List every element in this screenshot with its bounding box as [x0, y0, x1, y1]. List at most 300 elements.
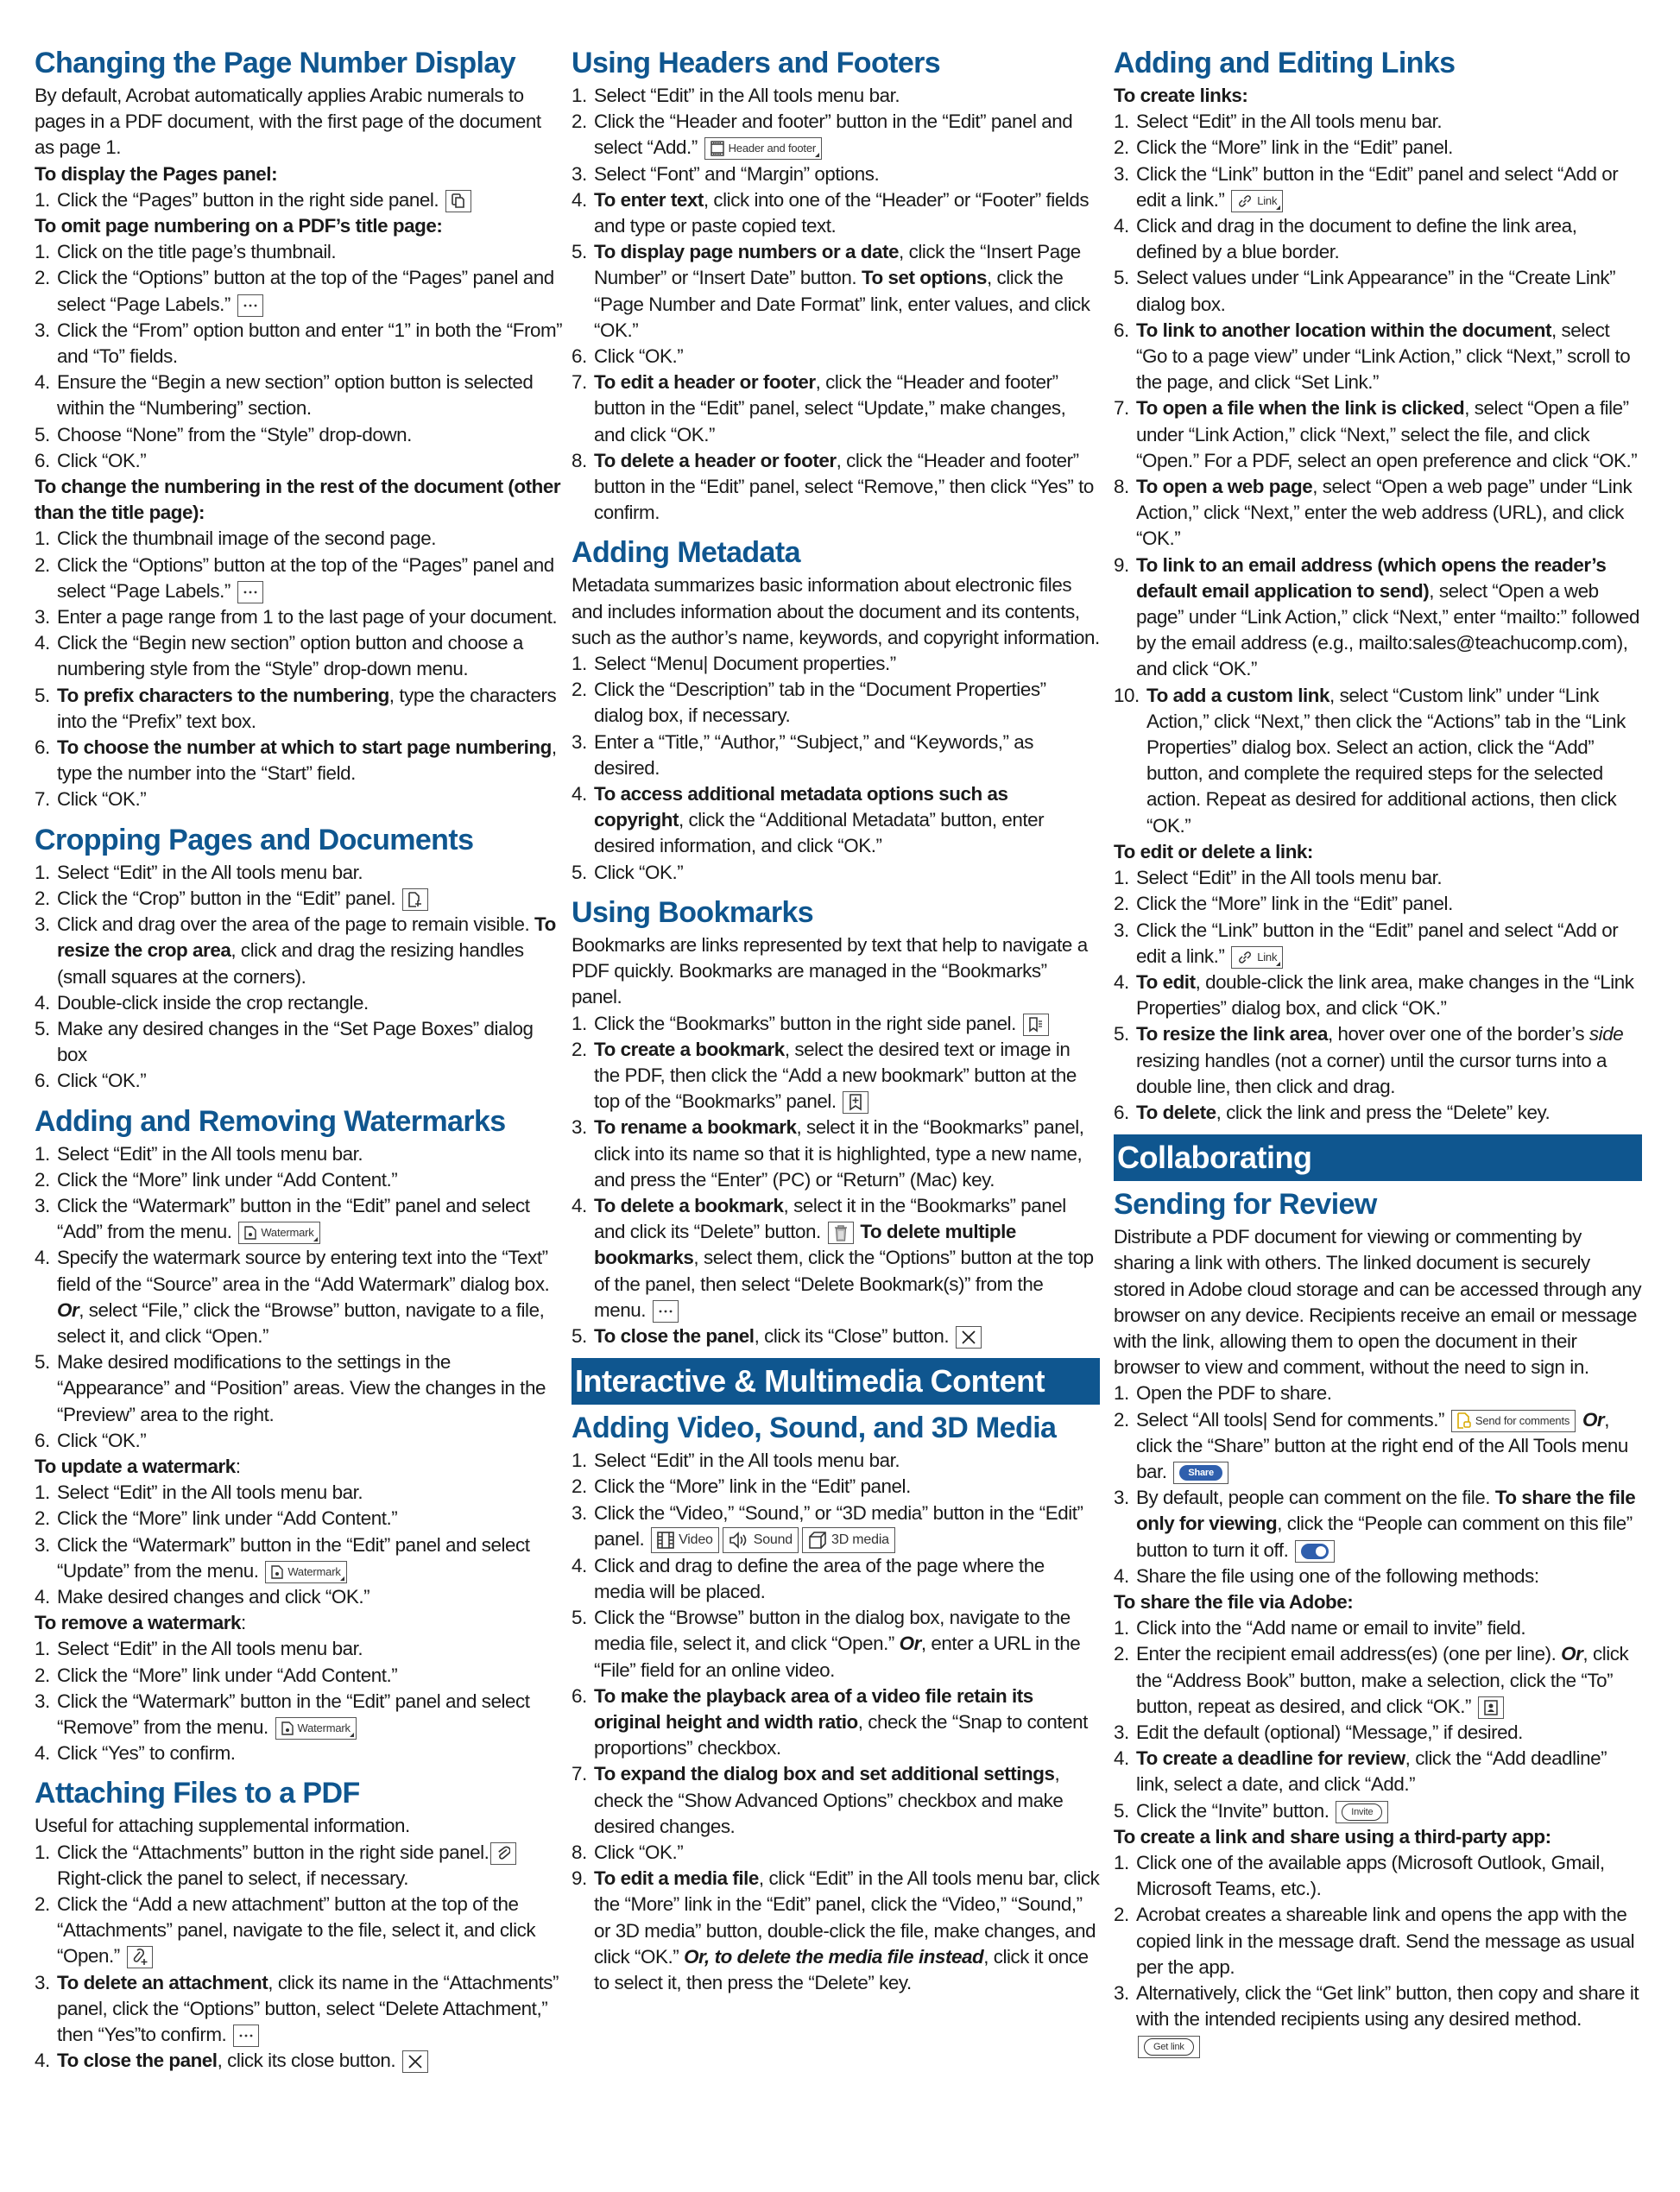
step-text: Enter the recipient email address(es) (one per line). Or, click the “Address Book” button, make a selection, click the “To” button, repeat as desired, and click “OK.” [1136, 1641, 1642, 1720]
add-bookmark-icon [843, 1091, 868, 1114]
bookmarks-icon [1023, 1014, 1049, 1036]
step-item [572, 781, 1100, 860]
step-item [35, 1141, 563, 1167]
step-item [572, 1448, 1100, 1474]
step-number: 6. [35, 449, 50, 471]
step-text: Share the file using one of the following methods: [1136, 1564, 1539, 1587]
step-text: Click the “Attachments” button in the right side panel. Right-click the panel to select, if necessary. [57, 1840, 563, 1892]
step-text: Enter a page range from 1 to the last page of your document. [57, 606, 558, 629]
step-item [572, 1605, 1100, 1683]
link-button-label: Link [1257, 950, 1278, 963]
step-number: 3. [35, 1194, 50, 1216]
subheading: To omit page numbering on a PDF’s title page: [35, 215, 443, 237]
step-number: 2. [572, 111, 587, 133]
section-heading: Using Bookmarks [572, 895, 814, 929]
step-item [572, 730, 1100, 781]
paragraph: By default, Acrobat automatically applies Arabic numerals to pages in a PDF document, with the first page of the document as page 1. [35, 85, 541, 159]
step-item [572, 239, 1100, 344]
step-item [35, 1480, 563, 1506]
step-item [1114, 970, 1642, 1021]
get-link-button [1138, 2036, 1200, 2058]
step-number: 3. [35, 1533, 50, 1556]
step-text: Click the “Watermark” button in the “Edit” panel and select “Update” from the menu. Watermark [57, 1532, 563, 1584]
send-for-comments-button [1451, 1410, 1576, 1432]
step-item [35, 1167, 563, 1193]
video-button-label: Video [679, 1532, 713, 1547]
step-number: 5. [35, 423, 50, 445]
invite-button [1336, 1801, 1388, 1823]
step-item [1114, 1380, 1642, 1406]
header-footer-button-label: Header and footer [728, 142, 817, 155]
step-number: 5. [35, 1351, 50, 1374]
add-attachment-icon [127, 1946, 153, 1968]
step-item [35, 1636, 563, 1662]
step-text: Select “All tools| Send for comments.” Send for comments Or, click the “Share” button at the right end of the All Tools menu bar. Share [1136, 1407, 1642, 1486]
step-number: 1. [572, 85, 587, 106]
address-book-icon [1478, 1696, 1504, 1719]
step-item [35, 1245, 563, 1349]
watermark-button [238, 1222, 319, 1244]
step-number: 4. [35, 1247, 50, 1269]
step-number: 3. [35, 913, 50, 936]
step-number: 4. [35, 2050, 50, 2072]
step-item [572, 1115, 1100, 1193]
step-text: To link to an email address (which opens the reader’s default email application to send), select “Open a web page” under “Link Action,” click “Next,” enter “mailto:” followed by the email address (e.g., mailto:sales@teachucomp.com), and click “OK.” [1136, 553, 1640, 680]
step-item [35, 886, 563, 912]
step-item [572, 161, 1100, 187]
step-text: By default, people can comment on the file. To share the file only for viewing, click the “People can comment on this file” button to turn it off. [1136, 1485, 1642, 1563]
step-text: Click “OK.” [594, 345, 684, 368]
step-item [572, 1500, 1100, 1553]
step-text: Click the “More” link in the “Edit” panel. [594, 1475, 911, 1498]
step-number: 1. [1114, 1617, 1129, 1639]
step-item [1114, 1407, 1642, 1486]
more-options-icon [237, 581, 263, 603]
section-heading: Adding Video, Sound, and 3D Media [572, 1412, 1057, 1445]
more-options-icon [237, 294, 263, 317]
step-number: 3. [1114, 919, 1129, 941]
step-text: Enter a “Title,” “Author,” “Subject,” and “Keywords,” as desired. [594, 730, 1034, 779]
step-item [35, 448, 563, 474]
step-item [35, 683, 563, 735]
step-text: Click “OK.” [594, 1841, 684, 1864]
step-text: Click “OK.” [594, 861, 684, 883]
step-item [35, 1663, 563, 1689]
step-text: To rename a bookmark, select it in the “Bookmarks” panel, click into its name so that it is highlighted, type a new name, and press the “Enter” (PC) or “Return” (Mac) key. [594, 1116, 1084, 1191]
step-number: 3. [1114, 1982, 1129, 2005]
step-item [572, 1011, 1100, 1037]
step-item [1114, 161, 1642, 213]
step-number: 1. [1114, 1852, 1129, 1873]
watermark-button [275, 1717, 357, 1740]
3d-media-button-label: 3D media [831, 1532, 889, 1547]
step-number: 3. [35, 319, 50, 341]
step-text: Click the “More” link in the “Edit” panel. [1136, 136, 1453, 159]
step-number: 4. [1114, 970, 1129, 993]
step-text: To resize the link area, hover over one of the border’s side resizing handles (not a corner) until the cursor turns into a double line, then click and drag. [1136, 1023, 1624, 1097]
step-number: 3. [35, 1690, 50, 1712]
pages-icon [445, 190, 471, 212]
step-item [35, 1840, 563, 1892]
step-item [1114, 1100, 1642, 1126]
step-item [1114, 1021, 1642, 1100]
step-item [35, 422, 563, 448]
step-item [1114, 135, 1642, 161]
step-item [35, 318, 563, 370]
watermark-button [265, 1561, 346, 1583]
step-text: Click the “More” link in the “Edit” panel. [1136, 893, 1453, 915]
step-item [572, 187, 1100, 239]
step-number: 5. [572, 1607, 587, 1629]
step-number: 4. [1114, 215, 1129, 237]
step-item [35, 1506, 563, 1532]
step-item [1114, 109, 1642, 135]
link-button-label: Link [1257, 193, 1278, 207]
step-text: Click the “Link” button in the “Edit” panel and select “Add or edit a link.” Link [1136, 918, 1642, 970]
step-item [35, 1584, 563, 1610]
step-item [1114, 1746, 1642, 1797]
subheading: To display the Pages panel: [35, 162, 278, 185]
step-text: Click the “Invite” button. Invite [1136, 1798, 1642, 1824]
step-text: Click the “Add a new attachment” button at the top of the “Attachments” panel, navigate to the file, select it, and click “Open.” [57, 1892, 563, 1970]
subheading: To edit or delete a link: [1114, 840, 1313, 862]
step-text: To add a custom link, select “Custom link” under “Link Action,” click “Next,” then click the “Actions” tab in the “Link Properties” dialog box. Select an action, click the “Add” button, and complete the required steps for the selected action. Repeat as desired for additional actions, then click “OK.” [1146, 684, 1626, 837]
step-text: Click the “Link” button in the “Edit” panel and select “Add or edit a link.” Link [1136, 161, 1642, 213]
step-number: 6. [35, 1429, 50, 1451]
step-item [1114, 1798, 1642, 1824]
step-number: 1. [35, 861, 50, 883]
column-left [35, 45, 563, 2074]
step-item [35, 553, 563, 604]
step-item [1114, 1902, 1642, 1980]
paragraph: Useful for attaching supplemental information. [35, 1815, 410, 1837]
step-item [572, 448, 1100, 527]
step-item [1114, 1980, 1642, 2059]
step-number: 4. [572, 1194, 587, 1216]
step-number: 3. [572, 730, 587, 753]
section-heading: Adding Metadata [572, 536, 800, 570]
step-item [35, 735, 563, 786]
step-text: Select “Font” and “Margin” options. [594, 162, 880, 185]
step-item [572, 677, 1100, 729]
step-number: 2. [572, 1038, 587, 1060]
step-number: 2. [35, 887, 50, 909]
step-item [35, 265, 563, 317]
more-options-icon [233, 2025, 259, 2047]
step-item [572, 109, 1100, 161]
step-item [1114, 891, 1642, 917]
step-text: Make desired changes and click “OK.” [57, 1585, 370, 1608]
step-text: Click one of the available apps (Microsoft Outlook, Gmail, Microsoft Teams, etc.). [1136, 1852, 1605, 1900]
step-number: 5. [1114, 267, 1129, 289]
paragraph: Metadata summarizes basic information about electronic files and includes information about the document and its contents, such as the author’s name, keywords, and copyright information. [572, 574, 1100, 648]
step-item [35, 912, 563, 990]
step-number: 6. [35, 1070, 50, 1092]
subheading: To create links: [1114, 85, 1248, 106]
step-number: 3. [35, 1971, 50, 1993]
step-text: Open the PDF to share. [1136, 1382, 1332, 1405]
step-text: Select “Edit” in the All tools menu bar. [57, 1142, 363, 1165]
step-text: Click the “Options” button at the top of the “Pages” panel and select “Page Labels.” [57, 265, 563, 317]
step-text: Click “OK.” [57, 449, 147, 471]
step-number: 5. [572, 861, 587, 883]
step-number: 2. [35, 1507, 50, 1530]
step-number: 8. [572, 449, 587, 471]
step-item [572, 860, 1100, 886]
step-number: 2. [35, 267, 50, 289]
step-text: Click the “Watermark” button in the “Edit” panel and select “Add” from the menu. Watermark [57, 1193, 563, 1245]
step-number: 4. [35, 1585, 50, 1608]
step-number: 3. [572, 162, 587, 185]
step-item [572, 1037, 1100, 1115]
watermark-button-label: Watermark [261, 1226, 314, 1240]
step-text: Ensure the “Begin a new section” option button is selected within the “Numbering” section. [57, 371, 534, 420]
section-heading: Sending for Review [1114, 1188, 1377, 1222]
step-item [1114, 1641, 1642, 1720]
step-number: 3. [572, 1501, 587, 1524]
step-item [572, 651, 1100, 677]
step-text: To expand the dialog box and set additional settings, check the “Show Advanced Options” checkbox and make desired changes. [594, 1763, 1064, 1837]
step-text: Click the “Description” tab in the “Document Properties” dialog box, if necessary. [594, 679, 1046, 727]
step-number: 4. [1114, 1564, 1129, 1587]
step-item [1114, 1720, 1642, 1746]
step-number: 2. [572, 1475, 587, 1498]
paragraph: Bookmarks are links represented by text that help to navigate a PDF quickly. Bookmarks are managed in the “Bookmarks” panel. [572, 933, 1088, 1008]
step-item [35, 1740, 563, 1766]
step-number: 6. [572, 1684, 587, 1707]
step-number: 1. [1114, 867, 1129, 889]
step-number: 1. [1114, 1382, 1129, 1405]
step-number: 6. [35, 736, 50, 759]
step-number: 1. [35, 241, 50, 263]
sound-button [723, 1527, 799, 1553]
step-text: Edit the default (optional) “Message,” if desired. [1136, 1721, 1523, 1743]
step-text: Select “Edit” in the All tools menu bar. [57, 1638, 363, 1660]
step-number: 5. [35, 1017, 50, 1039]
step-number: 1. [572, 653, 587, 675]
section-heading: Cropping Pages and Documents [35, 823, 474, 856]
step-item [1114, 395, 1642, 474]
step-number: 1. [35, 1638, 50, 1660]
step-item [572, 370, 1100, 448]
step-number: 4. [35, 632, 50, 654]
section-heading: Attaching Files to a PDF [35, 1777, 360, 1810]
link-button [1231, 946, 1283, 969]
step-text: Click the “Header and footer” button in the “Edit” panel and select “Add.” Header and footer [594, 109, 1100, 161]
step-number: 5. [572, 1324, 587, 1347]
step-number: 5. [1114, 1023, 1129, 1045]
step-number: 1. [35, 1142, 50, 1165]
step-text: Select “Edit” in the All tools menu bar. [57, 1481, 363, 1504]
header-footer-button [704, 137, 822, 160]
step-item [1114, 553, 1642, 683]
section-heading: Using Headers and Footers [572, 47, 941, 79]
step-number: 2. [35, 1168, 50, 1191]
step-number: 4. [1114, 1747, 1129, 1770]
step-item [35, 786, 563, 812]
step-number: 7. [1114, 397, 1129, 420]
step-number: 7. [572, 371, 587, 394]
subheading: To remove a watermark: [35, 1612, 246, 1634]
step-text: Click the “Browse” button in the dialog box, navigate to the media file, select it, and click “Open.” Or, enter a URL in the “File” field for an online video. [594, 1607, 1081, 1681]
step-item [1114, 265, 1642, 317]
step-text: Make any desired changes in the “Set Page Boxes” dialog box [57, 1017, 534, 1066]
step-item [35, 1193, 563, 1245]
step-number: 5. [1114, 1799, 1129, 1822]
step-item [1114, 318, 1642, 396]
3d-media-button [802, 1527, 895, 1553]
step-text: To create a bookmark, select the desired text or image in the PDF, then click the “Add a new bookmark” button at the top of the “Bookmarks” panel. [594, 1037, 1100, 1115]
step-text: Click into the “Add name or email to invite” field. [1136, 1617, 1526, 1639]
step-number: 5. [35, 684, 50, 706]
step-text: Click the “From” option button and enter “1” in both the “From” and “To” fields. [57, 319, 563, 368]
step-text: To close the panel, click its “Close” button. [594, 1323, 1100, 1349]
step-text: To close the panel, click its close button. [57, 2048, 563, 2074]
category-banner: Interactive & Multimedia Content [572, 1358, 1100, 1405]
share-button [1173, 1462, 1228, 1484]
attachment-icon [490, 1842, 516, 1865]
step-number: 4. [35, 991, 50, 1014]
step-text: Click “OK.” [57, 1070, 147, 1092]
step-text: Click the “More” link under “Add Content.” [57, 1168, 398, 1191]
step-text: Click the “Crop” button in the “Edit” panel. [57, 886, 563, 912]
step-text: To edit a media file, click “Edit” in the All tools menu bar, click the “More” link in the “Edit” panel, click the “Video,” “Sound,” or 3D media” button, double-click the file, make changes, and click “OK.” Or, to delete the media file instead, click it once to select it, then press the “Delete” key. [594, 1867, 1100, 1994]
step-text: Click the “Options” button at the top of the “Pages” panel and select “Page Labels.” [57, 553, 563, 604]
step-text: To link to another location within the document, select “Go to a page view” under “Link Action,” click “Next,” scroll to the page, and click “Set Link.” [1136, 319, 1631, 394]
step-item [1114, 865, 1642, 891]
step-number: 7. [572, 1763, 587, 1785]
step-item [572, 1474, 1100, 1500]
step-number: 3. [572, 1116, 587, 1139]
step-number: 2. [572, 679, 587, 701]
step-number: 4. [35, 1742, 50, 1765]
step-text: Select values under “Link Appearance” in the “Create Link” dialog box. [1136, 267, 1616, 315]
subheading: To share the file via Adobe: [1114, 1590, 1354, 1613]
share-button-label: Share [1179, 1465, 1222, 1481]
step-item [35, 370, 563, 421]
step-item [572, 344, 1100, 370]
step-text: To choose the number at which to start page numbering, type the number into the “Start” field. [57, 736, 557, 785]
step-number: 2. [35, 553, 50, 576]
category-banner: Collaborating [1114, 1134, 1642, 1181]
step-number: 4. [35, 371, 50, 394]
step-item [572, 1866, 1100, 1996]
step-text: Click “OK.” [57, 1429, 147, 1451]
step-text: To access additional metadata options such as copyright, click the “Additional Metadata” button, enter desired information, and click “OK.” [594, 783, 1045, 857]
step-item [35, 1970, 563, 2049]
step-item [35, 187, 563, 213]
step-item [572, 1761, 1100, 1840]
step-number: 6. [1114, 1101, 1129, 1123]
step-text: To delete a header or footer, click the “Header and footer” button in the “Edit” panel, select “Remove,” then click “Yes” to confirm. [594, 449, 1094, 524]
step-number: 3. [1114, 1487, 1129, 1509]
step-item [572, 83, 1100, 109]
step-text: Select “Edit” in the All tools menu bar. [594, 1450, 900, 1472]
step-number: 2. [1114, 1904, 1129, 1926]
step-number: 2. [1114, 136, 1129, 159]
step-text: Click and drag in the document to define the link area, defined by a blue border. [1136, 215, 1577, 263]
step-item [572, 1840, 1100, 1866]
step-text: To display page numbers or a date, click the “Insert Page Number” or “Insert Date” button. To set options, click the “Page Number and Date Format” link, enter values, and click “OK.” [594, 241, 1090, 341]
step-number: 5. [572, 241, 587, 263]
step-item [1114, 683, 1642, 839]
step-item [35, 1016, 563, 1068]
column-right [1114, 45, 1642, 2059]
watermark-button-label: Watermark [297, 1721, 351, 1734]
step-item [1114, 1615, 1642, 1641]
video-button [651, 1527, 719, 1553]
step-item [35, 1532, 563, 1584]
step-text: Double-click inside the crop rectangle. [57, 991, 369, 1014]
step-number: 3. [1114, 1721, 1129, 1743]
step-text: To delete an attachment, click its name in the “Attachments” panel, click the “Options” button, select “Delete Attachment,” then “Yes”to confirm. [57, 1970, 563, 2049]
step-text: Select “Edit” in the All tools menu bar. [57, 861, 363, 883]
more-options-icon [653, 1300, 679, 1323]
step-text: To create a deadline for review, click the “Add deadline” link, select a date, and click “Add.” [1136, 1747, 1607, 1796]
step-number: 1. [35, 1481, 50, 1504]
section-heading: Adding and Removing Watermarks [35, 1104, 506, 1138]
step-text: Choose “None” from the “Style” drop-down. [57, 423, 412, 445]
step-number: 1. [35, 188, 50, 211]
step-number: 10. [1114, 684, 1140, 706]
section-heading: Changing the Page Number Display [35, 47, 516, 79]
column-middle [572, 45, 1100, 1996]
step-item [35, 604, 563, 630]
step-text: Acrobat creates a shareable link and opens the app with the copied link in the message draft. Send the message as usual per the app. [1136, 1904, 1635, 1978]
step-number: 1. [35, 1841, 50, 1863]
subheading: To change the numbering in the rest of the document (other than the title page): [35, 476, 561, 524]
step-number: 3. [35, 606, 50, 629]
trash-icon [828, 1222, 854, 1244]
section-heading: Adding and Editing Links [1114, 47, 1456, 79]
step-item [1114, 1563, 1642, 1589]
step-number: 7. [35, 788, 50, 811]
step-item [572, 1193, 1100, 1323]
step-number: 4. [572, 188, 587, 211]
step-number: 9. [572, 1867, 587, 1890]
step-text: To make the playback area of a video file retain its original height and width ratio, check the “Snap to content proportions” checkbox. [594, 1684, 1088, 1759]
step-item [35, 990, 563, 1016]
step-text: Click the “More” link under “Add Content.” [57, 1664, 398, 1686]
step-item [35, 526, 563, 552]
step-number: 2. [35, 1893, 50, 1915]
watermark-button-label: Watermark [287, 1564, 341, 1578]
step-text: To delete a bookmark, select it in the “Bookmarks” panel and click its “Delete” button. To delete multiple bookmarks, select them, click the “Options” button at the top of the panel, then select “Delete Bookmark(s)” from the menu. [594, 1193, 1100, 1323]
close-icon [402, 2050, 428, 2073]
step-number: 1. [572, 1450, 587, 1472]
step-number: 8. [572, 1841, 587, 1864]
step-text: Click the “Bookmarks” button in the right side panel. [594, 1011, 1100, 1037]
get-link-button-label: Get link [1144, 2038, 1194, 2056]
step-item [1114, 1850, 1642, 1902]
step-text: To edit a header or footer, click the “Header and footer” button in the “Edit” panel, select “Update,” make changes, and click “OK.” [594, 371, 1066, 445]
step-number: 2. [1114, 1408, 1129, 1431]
step-number: 4. [572, 783, 587, 805]
subheading: To update a watermark: [35, 1455, 241, 1477]
step-text: Click the “Pages” button in the right side panel. [57, 187, 563, 213]
step-text: To open a web page, select “Open a web page” under “Link Action,” click “Next,” enter the web address (URL), and click “OK.” [1136, 476, 1633, 550]
step-text: Click the “More” link under “Add Content.” [57, 1507, 398, 1530]
step-item [35, 1892, 563, 1970]
close-icon [956, 1326, 982, 1349]
step-item [35, 239, 563, 265]
step-item [1114, 1485, 1642, 1563]
send-for-comments-button-label: Send for comments [1475, 1413, 1570, 1427]
step-text: To prefix characters to the numbering, type the characters into the “Prefix” text box. [57, 684, 557, 732]
step-item [35, 1428, 563, 1454]
sound-button-label: Sound [753, 1532, 793, 1547]
step-text: Alternatively, click the “Get link” button, then copy and share it with the intended recipients using any desired method. Get link [1136, 1980, 1642, 2059]
